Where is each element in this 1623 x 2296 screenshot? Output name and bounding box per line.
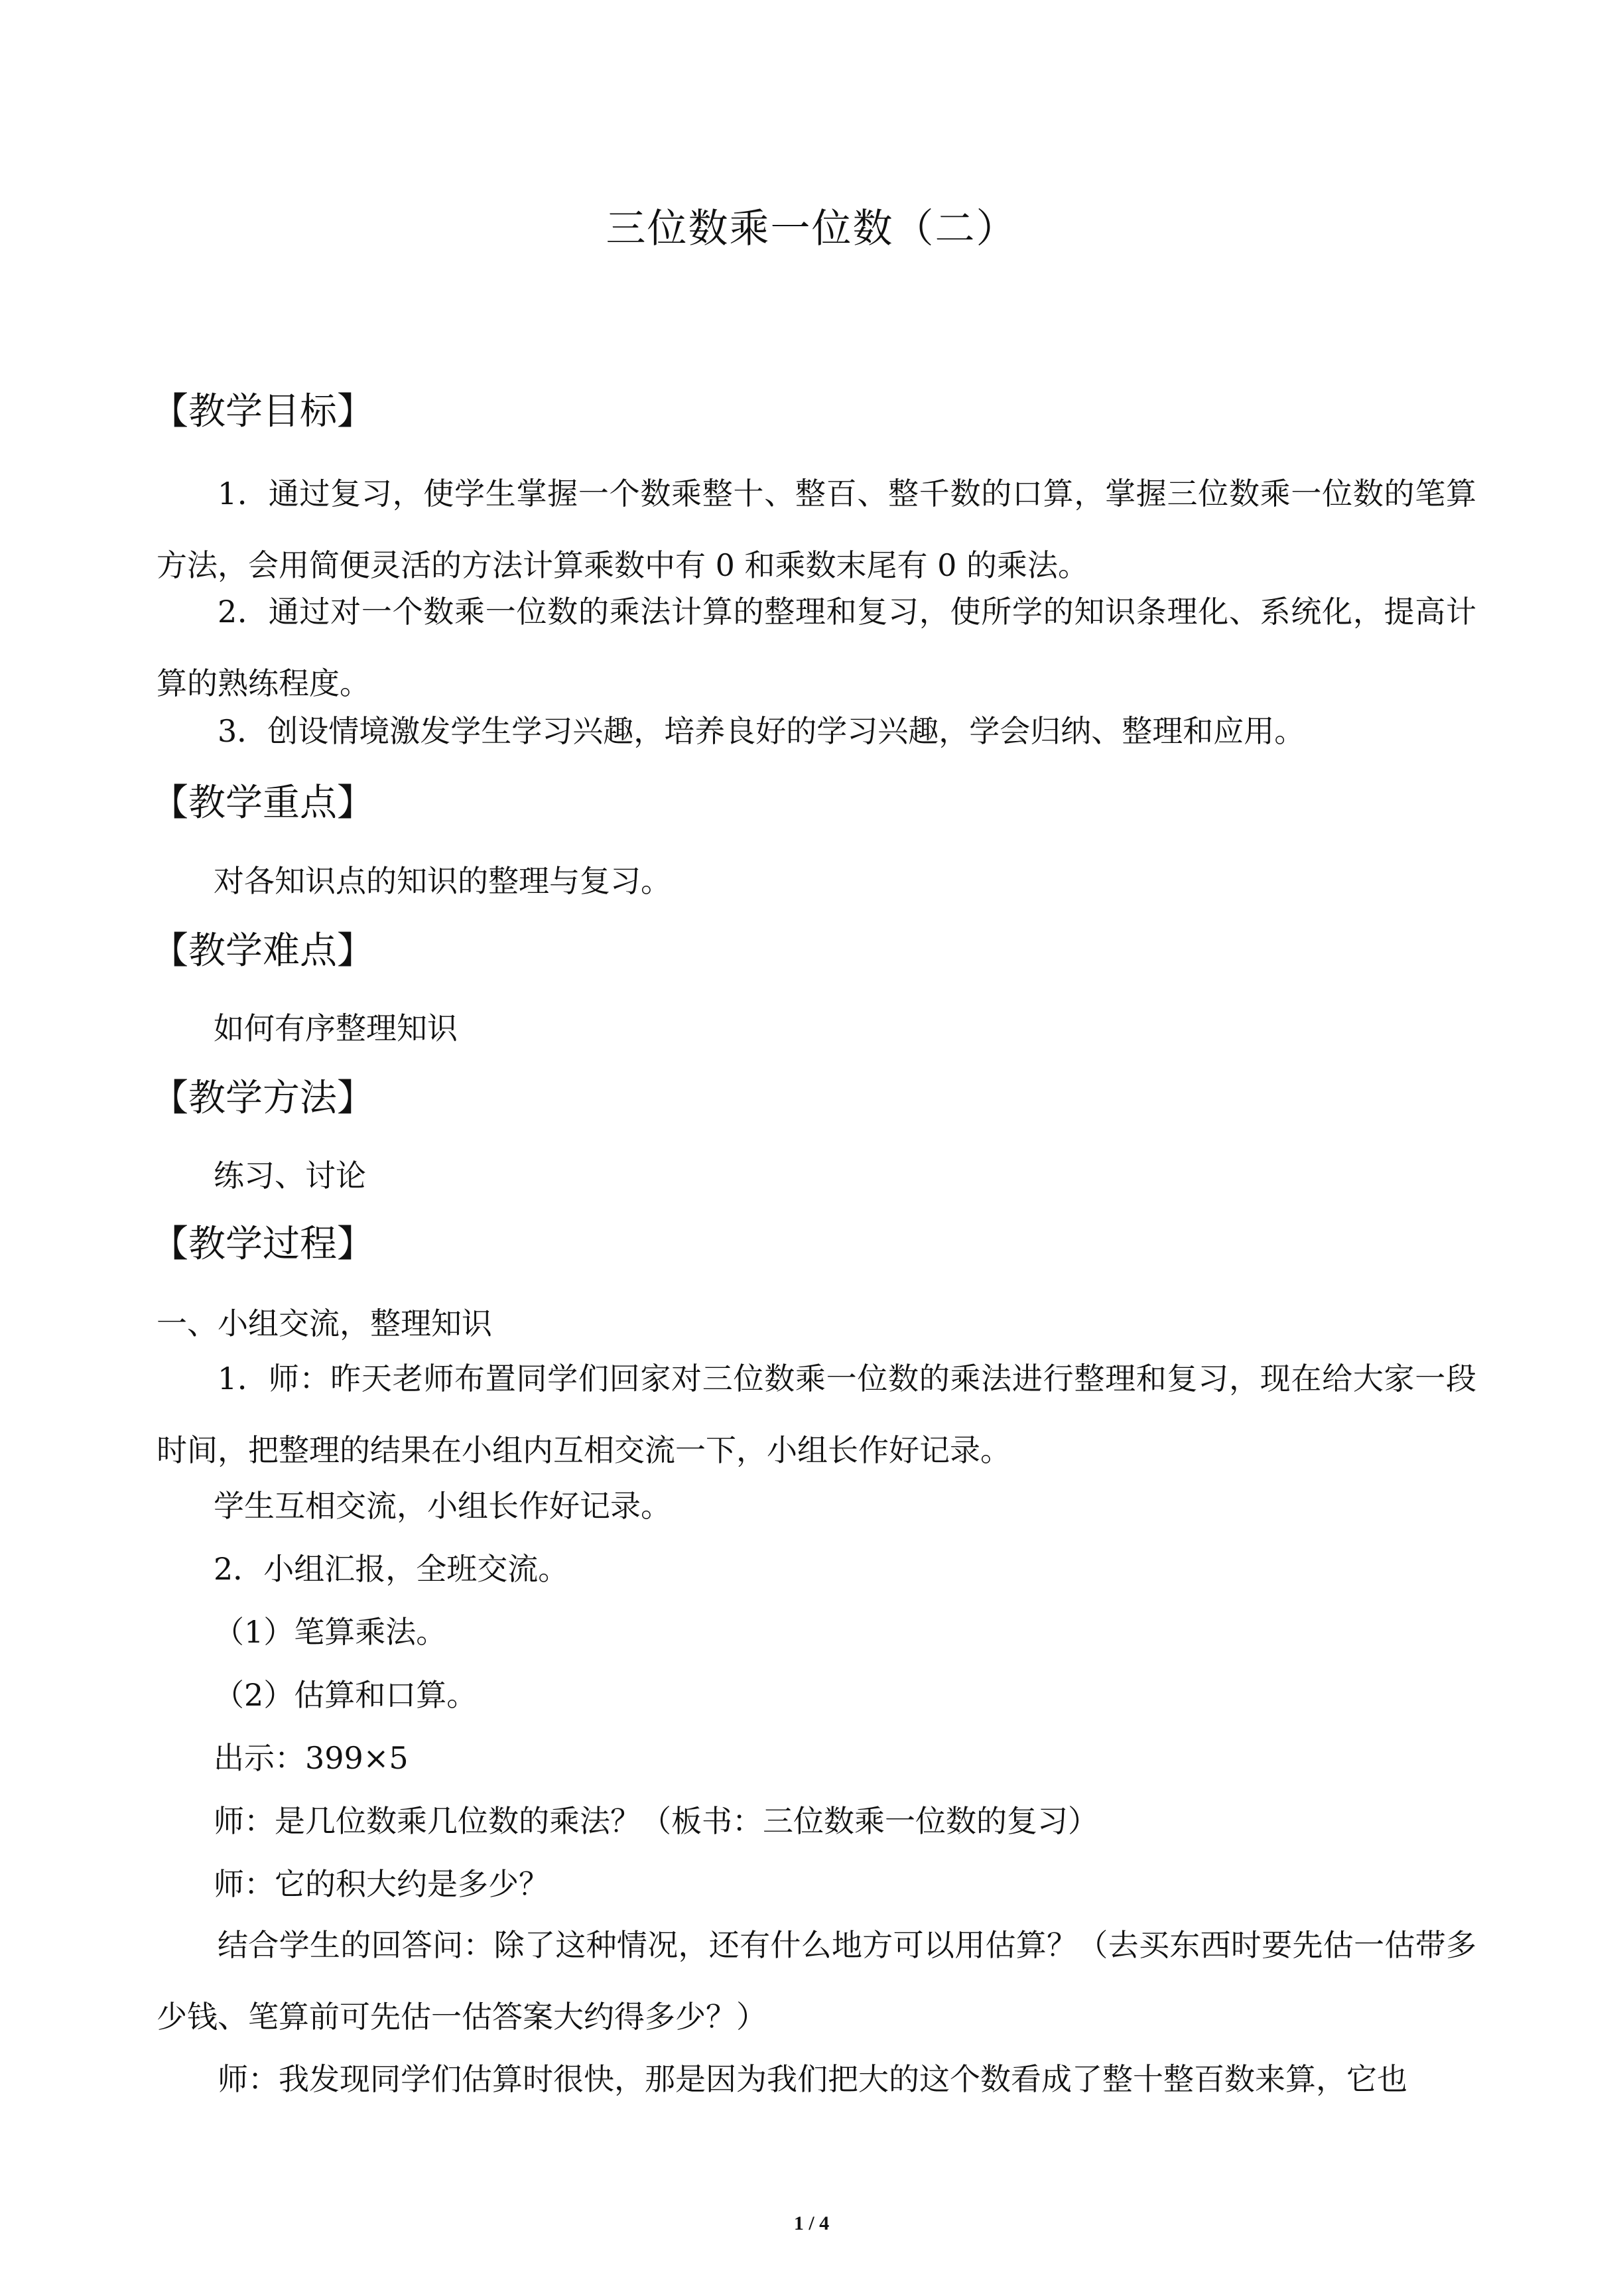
objective-item-1: 1．通过复习，使学生掌握一个数乘整十、整百、整千数的口算，掌握三位数乘一位数的笔算方法，会用简便灵活的方法计算乘数中有 0 和乘数末尾有 0 的乘法。: [157, 476, 1476, 583]
process-part1-title: 一、小组交流，整理知识: [157, 1306, 492, 1341]
process-line-5: （2）估算和口算。: [214, 1677, 478, 1713]
process-line-8: 师：它的积大约是多少？: [214, 1866, 549, 1902]
methods-heading: 【教学方法】: [151, 1077, 374, 1120]
process-line-4: （1）笔算乘法。: [214, 1614, 447, 1650]
process-line-3: 2．小组汇报，全班交流。: [214, 1551, 569, 1587]
methods-text: 练习、讨论: [214, 1158, 366, 1193]
process-line-2: 学生互相交流，小组长作好记录。: [214, 1488, 671, 1524]
difficulties-text: 如何有序整理知识: [214, 1010, 458, 1046]
process-line-9: 结合学生的回答问：除了这种情况，还有什么地方可以用估算？（去买东西时要先估一估带多少钱、笔算前可先估一估答案大约得多少？）: [157, 1927, 1476, 2035]
objective-item-3: 3．创设情境激发学生学习兴趣，培养良好的学习兴趣，学会归纳、整理和应用。: [218, 713, 1305, 749]
process-heading: 【教学过程】: [151, 1223, 374, 1266]
process-line-7: 师：是几位数乘几位数的乘法？（板书：三位数乘一位数的复习）: [214, 1803, 1098, 1839]
process-line-6: 出示：399×5: [214, 1740, 409, 1776]
page-number: 1 / 4: [793, 2212, 830, 2234]
objectives-heading: 【教学目标】: [151, 390, 374, 433]
key-points-heading: 【教学重点】: [151, 781, 374, 825]
page-title: 三位数乘一位数（二）: [606, 206, 1017, 252]
process-line-1: 1．师：昨天老师布置同学们回家对三位数乘一位数的乘法进行整理和复习，现在给大家一段时间，把整理的结果在小组内互相交流一下，小组长作好记录。: [157, 1361, 1476, 1468]
difficulties-heading: 【教学难点】: [151, 929, 374, 973]
process-line-10: 师：我发现同学们估算时很快，那是因为我们把大的这个数看成了整十整百数来算，它也: [218, 2061, 1407, 2097]
key-points-text: 对各知识点的知识的整理与复习。: [214, 863, 671, 899]
objective-item-2: 2．通过对一个数乘一位数的乘法计算的整理和复习，使所学的知识条理化、系统化，提高计算的熟练程度。: [157, 594, 1476, 701]
